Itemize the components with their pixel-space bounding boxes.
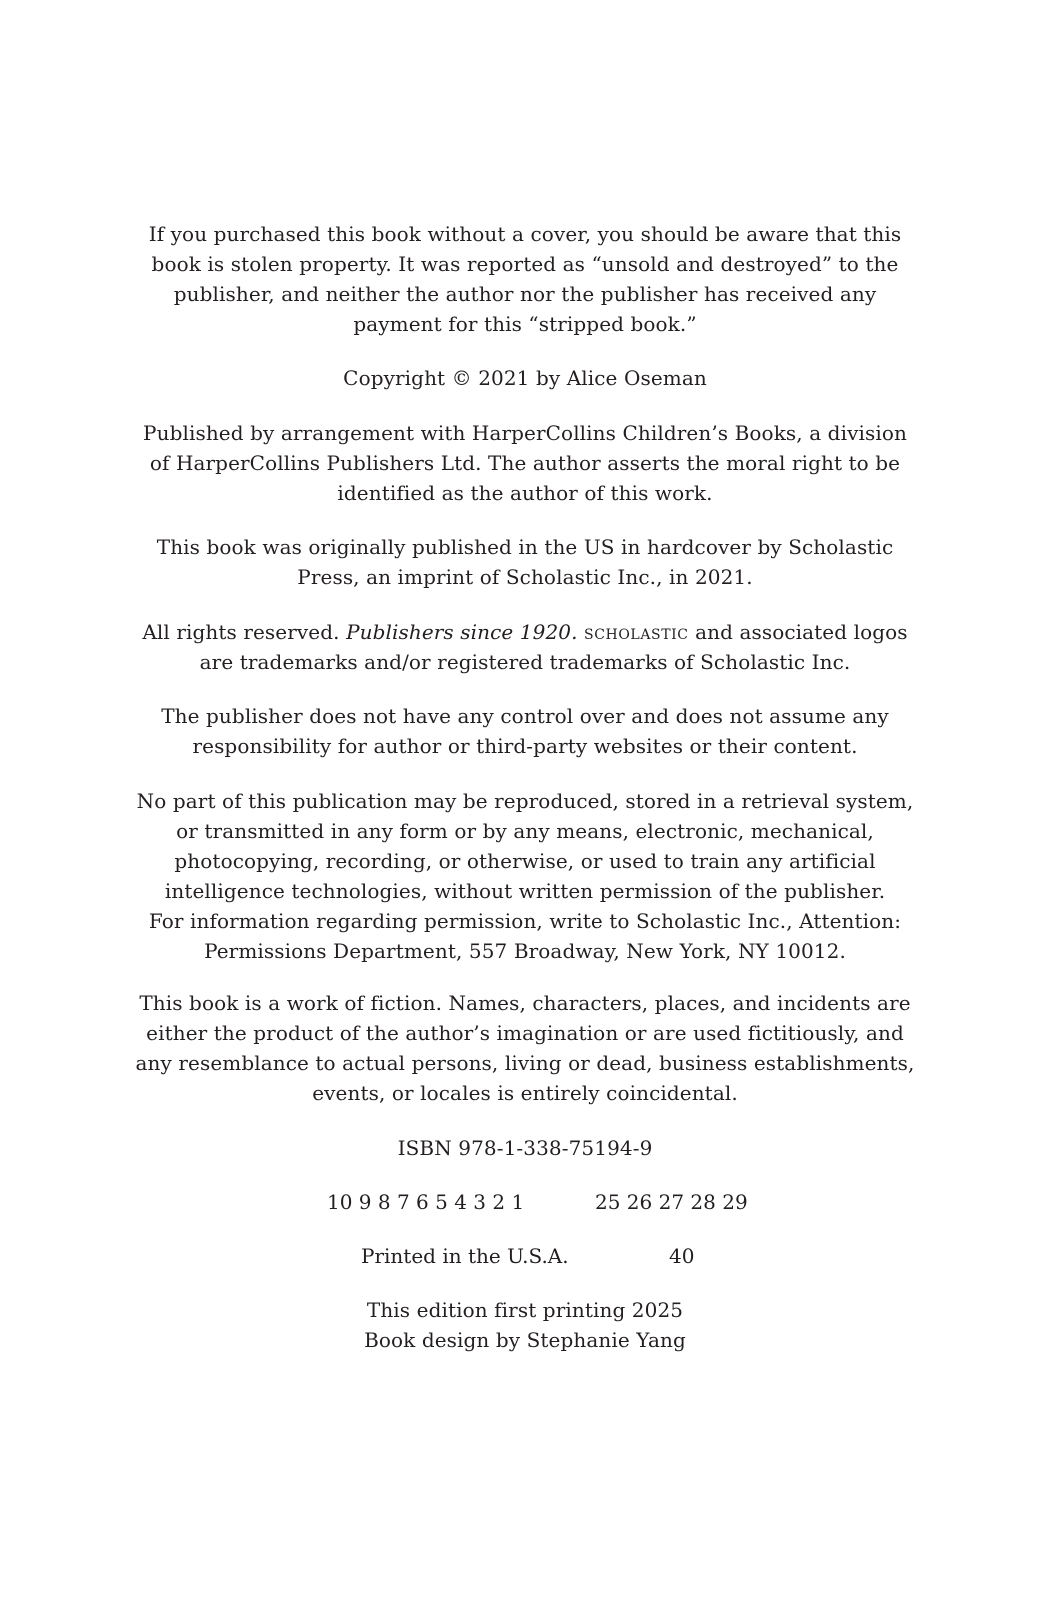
arrangement-line: Published by arrangement with HarperCollins Children’s Books, a division: [143, 421, 907, 445]
design-credit: Book design by Stephanie Yang: [364, 1328, 686, 1352]
reproduction-line: intelligence technologies, without written permission of the publisher.: [164, 879, 886, 903]
edition-credits: [125, 1295, 925, 1355]
websites-line: The publisher does not have any control over and does not assume any: [161, 704, 889, 728]
scholastic-wordmark: scholastic: [584, 620, 689, 644]
rights-reserved: All rights reserved.: [142, 620, 340, 644]
copyright-text: Copyright © 2021 by Alice Oseman: [343, 366, 707, 390]
printer-code: 40: [669, 1244, 695, 1268]
reproduction-line: photocopying, recording, or otherwise, or used to train any artificial: [174, 849, 876, 873]
reproduction-line: No part of this publication may be reproduced, stored in a retrieval system,: [136, 789, 914, 813]
websites-notice: [125, 701, 925, 761]
original-publication-notice: [125, 532, 925, 592]
notice-line: publisher, and neither the author nor the publisher has received any: [173, 282, 877, 306]
fiction-line: This book is a work of fiction. Names, characters, places, and incidents are: [139, 991, 911, 1015]
fiction-line: any resemblance to actual persons, living or dead, business establishments,: [135, 1051, 915, 1075]
edition-line: This edition first printing 2025: [366, 1298, 684, 1322]
reproduction-line: or transmitted in any form or by any means, electronic, mechanical,: [176, 819, 874, 843]
fiction-notice: [125, 988, 925, 1108]
publication-line: This book was originally published in the US in hardcover by Scholastic: [156, 535, 894, 559]
printing-years: 25 26 27 28 29: [595, 1190, 748, 1214]
websites-line: responsibility for author or third-party websites or their content.: [192, 734, 858, 758]
reproduction-line: Permissions Department, 557 Broadway, New York, NY 10012.: [204, 939, 846, 963]
publication-line: Press, an imprint of Scholastic Inc., in 2021.: [297, 565, 753, 589]
publishers-since: Publishers since 1920.: [346, 620, 578, 644]
arrangement-line: identified as the author of this work.: [337, 481, 713, 505]
isbn-text: ISBN 978-1-338-75194-9: [397, 1136, 653, 1160]
rights-notice: [125, 617, 925, 677]
arrangement-notice: [125, 418, 925, 508]
reproduction-line: For information regarding permission, write to Scholastic Inc., Attention:: [148, 909, 902, 933]
arrangement-line: of HarperCollins Publishers Ltd. The author asserts the moral right to be: [149, 451, 901, 475]
copyright-line: [125, 363, 925, 393]
rights-rest: and associated logos: [695, 620, 908, 644]
stripped-book-notice: [125, 219, 925, 339]
printed-in: Printed in the U.S.A.: [361, 1244, 569, 1268]
rights-line-1: [125, 617, 925, 647]
rights-line-2: are trademarks and/or registered trademarks of Scholastic Inc.: [199, 650, 851, 674]
notice-line: If you purchased this book without a cover, you should be aware that this: [148, 222, 902, 246]
printing-numbers: 10 9 8 7 6 5 4 3 2 1: [327, 1190, 525, 1214]
reproduction-notice: [125, 786, 925, 966]
notice-line: payment for this “stripped book.”: [353, 312, 697, 336]
fiction-line: events, or locales is entirely coincidental.: [312, 1081, 738, 1105]
fiction-line: either the product of the author’s imagination or are used fictitiously, and: [146, 1021, 904, 1045]
notice-line: book is stolen property. It was reported as “unsold and destroyed” to the: [151, 252, 899, 276]
isbn-line: [125, 1133, 925, 1163]
